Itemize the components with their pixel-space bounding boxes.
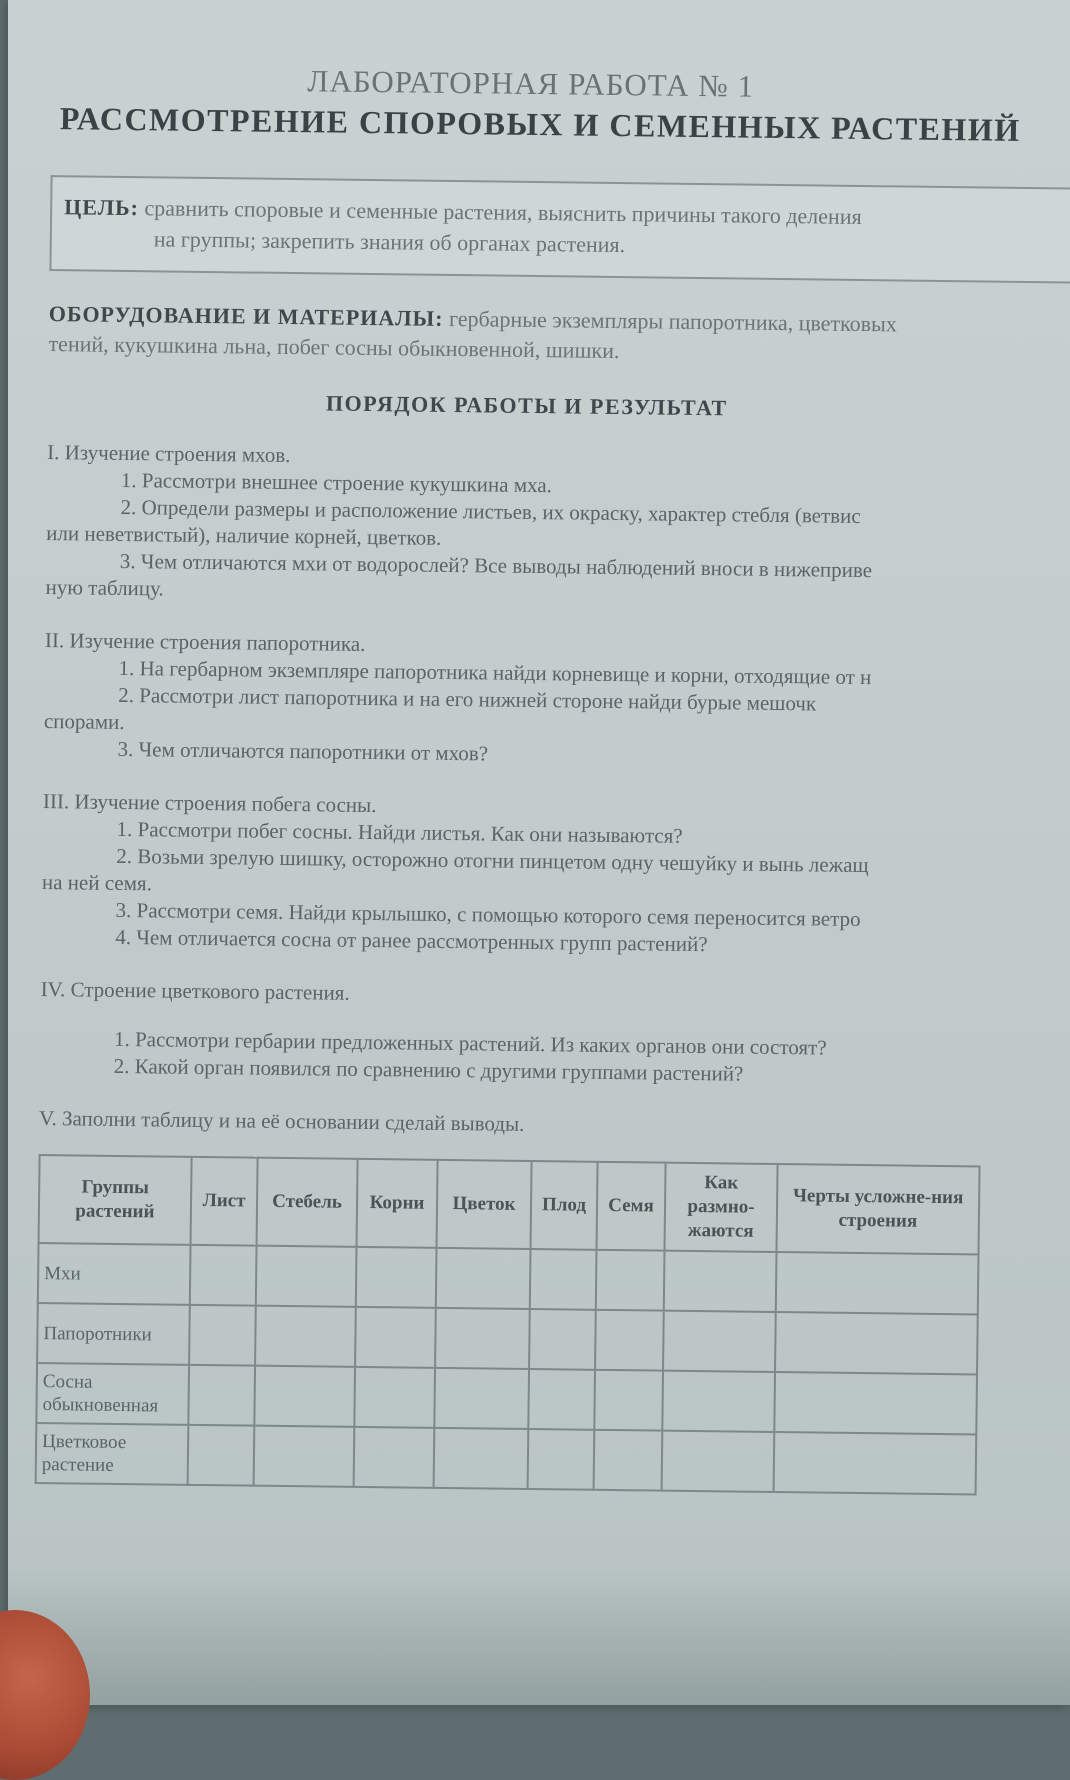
section-mosses xyxy=(39,439,1070,614)
equipment-text-1: гербарные экземпляры папоротника, цветковых xyxy=(448,305,898,337)
section-heading: IV. Строение цветкового растения. xyxy=(40,977,350,1005)
table-cell[interactable] xyxy=(188,1365,255,1426)
list-item: 1. На гербарном экземпляре папоротника найди корневище и корни, отходящие от н xyxy=(118,655,872,690)
order-title: ПОРЯДОК РАБОТЫ И РЕЗУЛЬТАТ xyxy=(325,390,728,421)
table-cell[interactable] xyxy=(776,1252,979,1314)
section-heading: II. Изучение строения папоротника. xyxy=(44,628,366,656)
table-cell[interactable] xyxy=(355,1307,436,1368)
lab-title: ЛАБОРАТОРНАЯ РАБОТА № 1 xyxy=(307,63,755,104)
table-cell[interactable] xyxy=(594,1430,663,1491)
list-item-continuation: спорами. xyxy=(43,709,125,735)
goal-text-1: сравнить споровые и семенные растения, выяснить причины такого деления xyxy=(144,195,862,229)
list-item-continuation: ную таблицу. xyxy=(45,575,164,601)
table-cell[interactable] xyxy=(434,1368,529,1429)
column-header: Лист xyxy=(191,1157,258,1246)
table-cell[interactable] xyxy=(436,1248,531,1309)
goal-text-2: на группы; закрепить знания об органах растения. xyxy=(153,226,626,258)
equipment-label: ОБОРУДОВАНИЕ И МАТЕРИАЛЫ: xyxy=(48,301,444,331)
list-item-continuation: на ней семя. xyxy=(41,870,153,896)
section-table-task xyxy=(33,1105,1063,1145)
table-cell[interactable] xyxy=(190,1245,257,1306)
table-cell[interactable] xyxy=(354,1367,435,1428)
table-cell[interactable] xyxy=(255,1306,356,1367)
row-label: Сосна обыкновенная xyxy=(36,1363,189,1425)
table-cell[interactable] xyxy=(188,1425,255,1486)
equipment-text-2: тений, кукушкина льна, побег сосны обыкновенной, шишки. xyxy=(48,331,620,364)
table-cell[interactable] xyxy=(529,1309,596,1370)
section-heading: I. Изучение строения мхов. xyxy=(47,440,291,468)
table-cell[interactable] xyxy=(774,1432,977,1494)
table-cell[interactable] xyxy=(594,1370,663,1431)
table-cell[interactable] xyxy=(254,1366,355,1427)
section-fern xyxy=(37,627,1069,775)
table-cell[interactable] xyxy=(435,1308,530,1369)
equipment-block xyxy=(48,299,1070,372)
column-header: Группы растений xyxy=(39,1155,192,1245)
table-cell[interactable] xyxy=(354,1427,435,1488)
list-item: 1. Рассмотри внешнее строение кукушкина мха. xyxy=(120,467,553,498)
list-item: 3. Чем отличаются папоротники от мхов? xyxy=(117,736,489,766)
section-flowering-plant xyxy=(34,976,1065,1092)
table-header-row xyxy=(39,1155,980,1254)
row-label: Мхи xyxy=(38,1243,191,1305)
table-cell[interactable] xyxy=(662,1431,775,1492)
table-cell[interactable] xyxy=(596,1250,665,1311)
column-header: Как размно-жаются xyxy=(665,1163,778,1252)
list-item: 2. Рассмотри лист папоротника и на его нижней стороне найди бурые мешочк xyxy=(118,682,817,716)
list-item-continuation: или неветвистый), наличие корней, цветков. xyxy=(46,521,442,550)
table-cell[interactable] xyxy=(663,1311,776,1372)
column-header: Стебель xyxy=(257,1158,358,1247)
table-cell[interactable] xyxy=(774,1372,977,1434)
column-header: Семя xyxy=(597,1162,666,1251)
worksheet-page xyxy=(8,0,1070,1705)
page-content xyxy=(29,60,1070,1496)
list-item: 3. Чем отличаются мхи от водорослей? Все выводы наблюдений вноси в нижеприве xyxy=(119,548,873,583)
table-cell[interactable] xyxy=(254,1426,355,1487)
table-cell[interactable] xyxy=(595,1310,664,1371)
table-cell[interactable] xyxy=(256,1246,357,1307)
list-item: 3. Рассмотри семя. Найди крылышко, с помощью которого семя переносится ветро xyxy=(115,897,861,932)
table-row xyxy=(36,1423,977,1494)
column-header: Черты усложне-ния строения xyxy=(776,1164,979,1254)
list-item: 2. Определи размеры и расположение листьев, их окраску, характер стебля (ветвис xyxy=(120,494,861,528)
section-heading: V. Заполни таблицу и на её основании сделай выводы. xyxy=(38,1105,525,1136)
list-item: 1. Рассмотри гербарии предложенных растений. Из каких органов они состоят? xyxy=(113,1026,827,1060)
column-header: Плод xyxy=(531,1161,598,1250)
list-item: 2. Возьми зрелую шишку, осторожно отогни пинцетом одну чешуйку и вынь лежащ xyxy=(116,843,869,878)
lighting-shade xyxy=(8,1565,1070,1705)
column-header: Корни xyxy=(357,1159,438,1248)
main-title: РАССМОТРЕНИЕ СПОРОВЫХ И СЕМЕННЫХ РАСТЕНИЙ xyxy=(59,100,1021,148)
row-label: Цветковое растение xyxy=(36,1423,189,1485)
column-header: Цветок xyxy=(437,1160,532,1249)
row-label: Папоротники xyxy=(37,1303,190,1365)
table-cell[interactable] xyxy=(356,1247,437,1308)
goal-label: ЦЕЛЬ: xyxy=(64,194,140,221)
list-item: 4. Чем отличается сосна от ранее рассмотренных групп растений? xyxy=(115,924,708,957)
list-item: 1. Рассмотри побег сосны. Найди листья. Как они называются? xyxy=(116,816,683,848)
table-cell[interactable] xyxy=(530,1249,597,1310)
section-pine xyxy=(35,788,1067,963)
section-list xyxy=(34,1025,1065,1092)
table-cell[interactable] xyxy=(775,1312,978,1374)
table-cell[interactable] xyxy=(664,1251,777,1312)
list-item: 2. Какой орган появился по сравнению с другими группами растений? xyxy=(113,1053,744,1086)
table-cell[interactable] xyxy=(189,1305,256,1366)
results-table xyxy=(35,1154,981,1495)
goal-box xyxy=(49,175,1070,284)
table-cell[interactable] xyxy=(434,1428,529,1489)
section-heading: III. Изучение строения побега сосны. xyxy=(42,789,377,818)
table-cell[interactable] xyxy=(528,1369,595,1430)
table-cell[interactable] xyxy=(662,1371,775,1432)
table-cell[interactable] xyxy=(528,1429,595,1490)
